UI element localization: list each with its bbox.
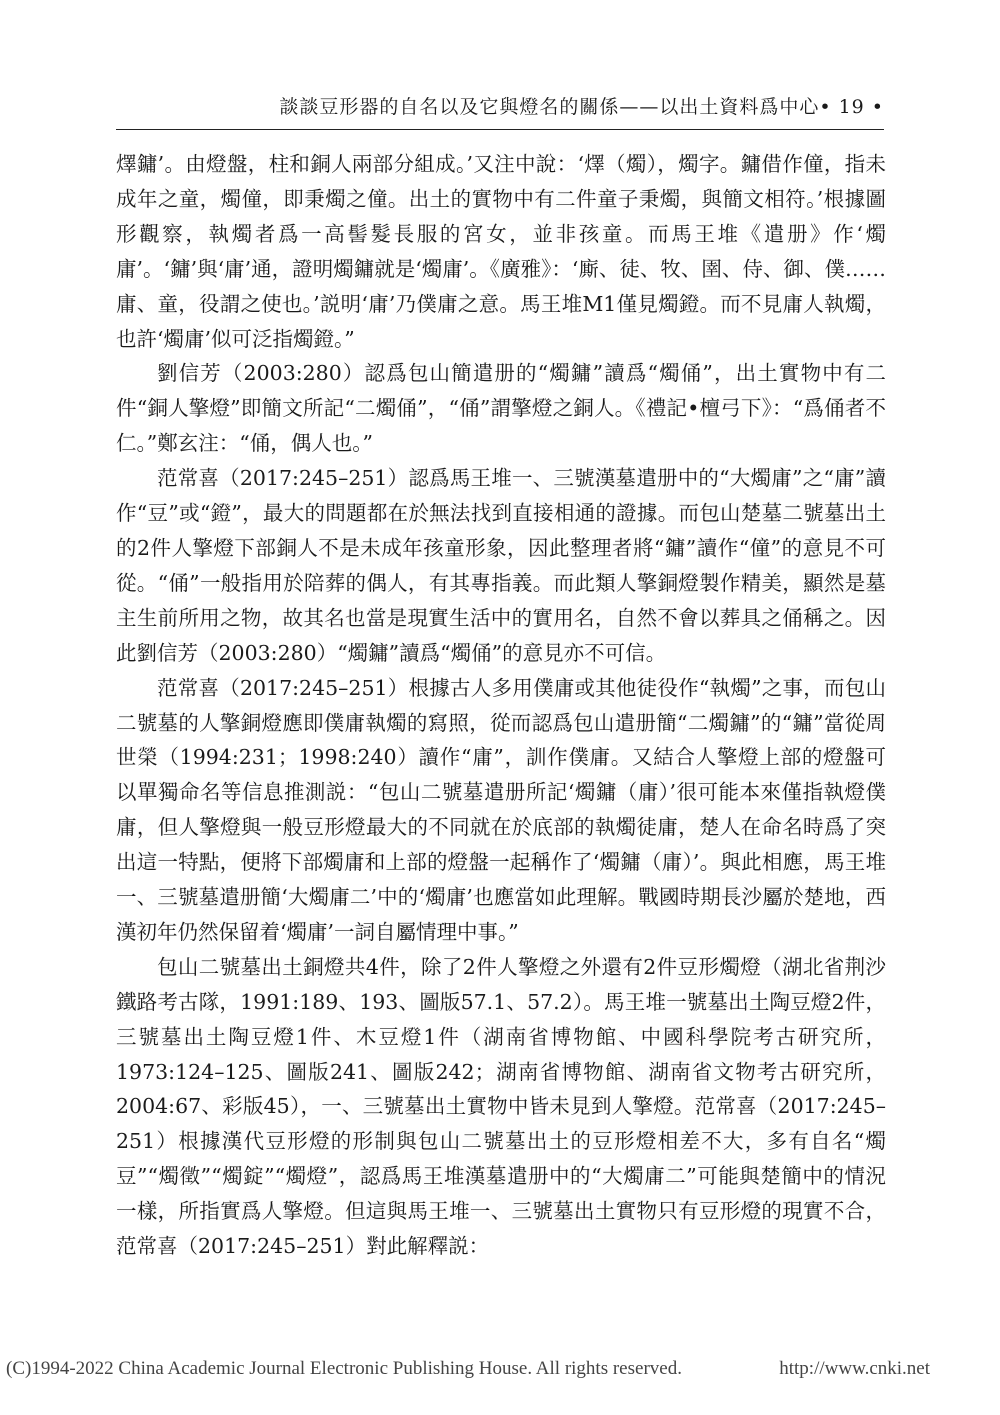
running-title: 談談豆形器的自名以及它與燈名的關係——以出土資料爲中心 xyxy=(279,96,820,118)
paragraph-5: 包山二號墓出土銅燈共4件，除了2件人擎燈之外還有2件豆形燭燈（湖北省荆沙鐵路考古隊，1991:189、193、圖版57.1、57.2）。馬王堆一號墓出土陶豆燈2件，三號墓出土陶豆燈1件、木豆燈1件（湖南省博物館、中國科學院考古研究所，1973:124–125、圖版241、圖版242；湖南省博物館、湖南省文物考古研究所，2004:67、彩版45），一、三號墓出土實物中皆未見到人擎燈。范常喜（2017:245–251）根據漢代豆形燈的形制與包山二號墓出土的豆形燈相差不大，多有自名“燭豆”“燭徵”“燭錠”“燭燈”，認爲馬王堆漢墓遣册中的“大燭庸二”可能與楚簡中的情況一樣，所指實爲人擎燈。但這與馬王堆一、三號墓出土實物只有豆形燈的現實不合，范常喜（2017:245–251）對此解釋説： xyxy=(116,954,886,1259)
paragraph-1: 燡鏞’。由燈盤，柱和銅人兩部分組成。’又注中說：‘燡（燭），燭字。鏞借作僮，指未成年之童，燭僮，即秉燭之僮。出土的實物中有二件童子秉燭，與簡文相符。’根據圖形觀察，執燭者爲一高髻髮長服的宮女，並非孩童。而馬王堆《遣册》作‘燭庸’。‘鏞’與‘庸’通，證明燭鏞就是‘燭庸’。《廣雅》：‘廝、徒、牧、圉、侍、御、僕……庸、童，役謂之使也。’説明‘庸’乃僕庸之意。馬王堆M1僅見燭鐙。而不見庸人執燭，也許‘燭庸’似可泛指燭鐙。” xyxy=(116,152,886,351)
paragraph-4: 范常喜（2017:245–251）根據古人多用僕庸或其他徒役作“執燭”之事，而包山二號墓的人擎銅燈應即僕庸執燭的寫照，從而認爲包山遣册簡“二燭鏞”的“鏞”當從周世榮（1994:231；1998:240）讀作“庸”，訓作僕庸。又結合人擎燈上部的燈盤可以單獨命名等信息推測説：“包山二號墓遣册所記‘燭鏞（庸）’很可能本來僅指執燈僕庸，但人擎燈與一般豆形燈最大的不同就在於底部的執燭徒庸，楚人在命名時爲了突出這一特點，便將下部燭庸和上部的燈盤一起稱作了‘燭鏞（庸）’。與此相應，馬王堆一、三號墓遣册簡‘大燭庸二’中的‘燭庸’也應當如此理解。戰國時期長沙屬於楚地，西漢初年仍然保留着‘燭庸’一詞自屬情理中事。” xyxy=(116,675,886,944)
page-number: • 19 • xyxy=(819,96,884,118)
copyright-notice: (C)1994-2022 China Academic Journal Electronic Publishing House. All rights reserved. xyxy=(6,1358,682,1379)
paragraph-2: 劉信芳（2003:280）認爲包山簡遣册的“燭鏞”讀爲“燭俑”，出土實物中有二件“銅人擎燈”即簡文所記“二燭俑”，“俑”謂擎燈之銅人。《禮記•檀弓下》：“爲俑者不仁。”鄭玄注：“俑，偶人也。” xyxy=(116,361,886,456)
paragraph-3: 范常喜（2017:245–251）認爲馬王堆一、三號漢墓遣册中的“大燭庸”之“庸”讀作“豆”或“鐙”，最大的問題都在於無法找到直接相通的證據。而包山楚墓二號墓出土的2件人擎燈下部銅人不是未成年孩童形象，因此整理者將“鏞”讀作“僮”的意見不可從。“俑”一般指用於陪葬的偶人，有其專指義。而此類人擎銅燈製作精美，顯然是墓主生前所用之物，故其名也當是現實生活中的實用名，自然不會以葬具之俑稱之。因此劉信芳（2003:280）“燭鏞”讀爲“燭俑”的意見亦不可信。 xyxy=(116,466,886,665)
article-body xyxy=(116,147,886,1264)
publisher-url[interactable]: http://www.cnki.net xyxy=(779,1358,930,1379)
running-header xyxy=(116,92,884,130)
